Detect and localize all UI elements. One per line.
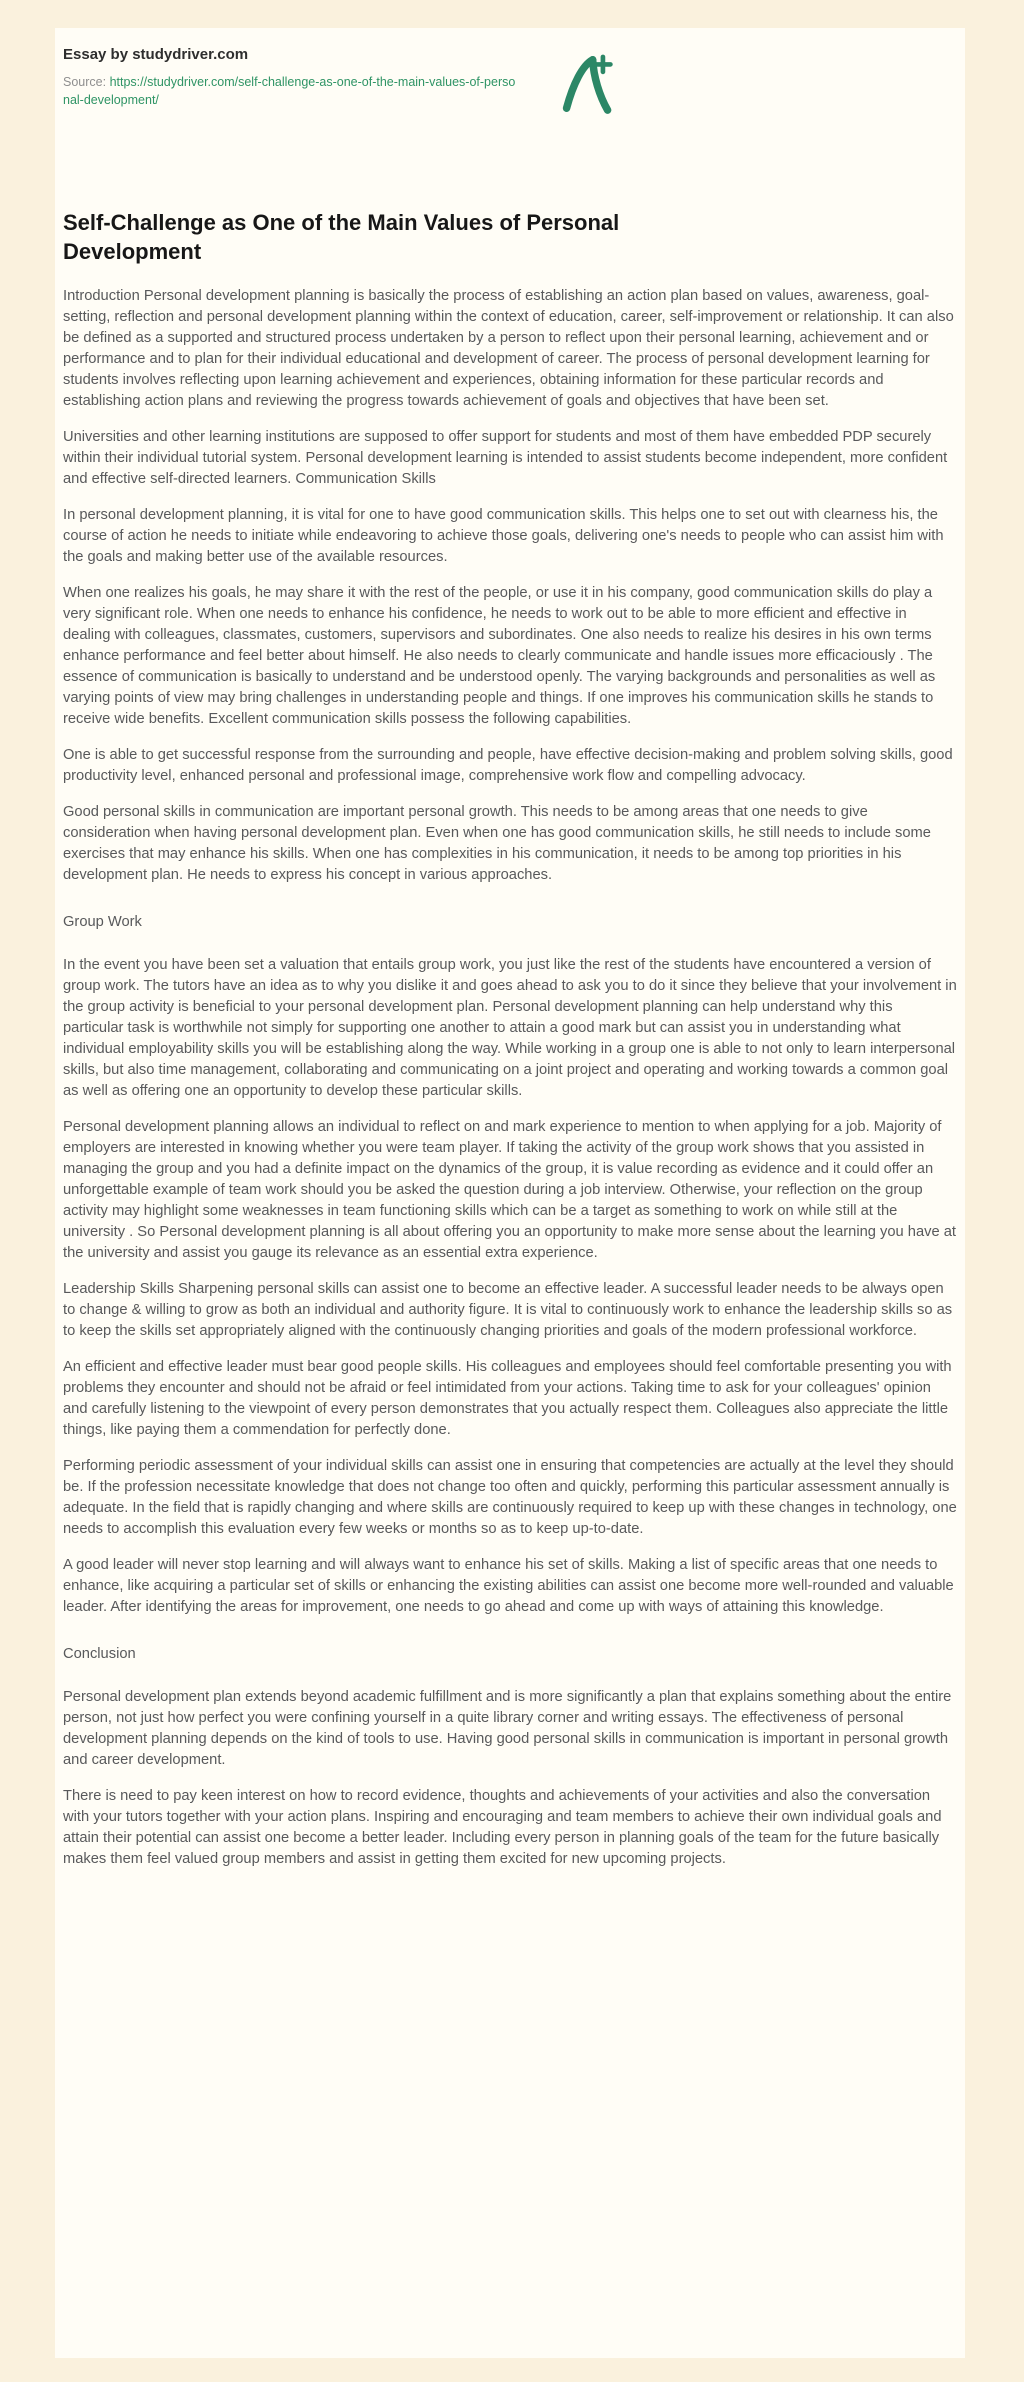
studydriver-logo [560,54,616,114]
paragraph: A good leader will never stop learning and will always want to enhance his set of skills. Making a list of specific areas that one needs to enhance, like acquiring a particular set of skills or enhancing the existing abilities can assist one become more well-rounded and valuable leader. After identifying the areas for improvement, one needs to go ahead and come up with ways of attaining this knowledge. [63,1557,954,1615]
paragraph: An efficient and effective leader must bear good people skills. His colleagues and employees should feel comfortable presenting you with problems they encounter and should not be afraid or feel intimidated from your actions. Taking time to ask for your colleagues' opinion and carefully listening to the viewpoint of every person demonstrates that you actually respect them. Colleagues also appreciate the little things, like paying them a commendation for perfectly done. [63,1359,952,1438]
paragraph: Introduction Personal development planning is basically the process of establishing an action plan based on values, awareness, goal-setting, reflection and personal development planning within the context of education, career, self-improvement or relationship. It can also be defined as a supported and structured process undertaken by a person to reflect upon their personal learning, achievement and or performance and to plan for their individual educational and development of career. The process of personal development learning for students involves reflecting upon learning achievement and experiences, obtaining information for these particular records and establishing action plans and reviewing the progress towards achievement of goals and objectives that have been set. [63,288,954,409]
paragraph: One is able to get successful response from the surrounding and people, have effective decision-making and problem solving skills, good productivity level, enhanced personal and professional image, comprehensive work flow and compelling advocacy. [63,747,953,784]
document-header [63,46,957,146]
section-heading: Group Work [63,914,142,930]
paragraph: Performing periodic assessment of your individual skills can assist one in ensuring that competencies are actually at the level they should be. If the profession necessitate knowledge that does not change too often and quickly, performing this particular assessment annually is adequate. In the field that is rapidly changing and where skills are continuously required to keep up with these changes in technology, one needs to accomplish this evaluation every few weeks or months so as to keep up-to-date. [63,1458,957,1537]
essay-title: Self-Challenge as One of the Main Values of Personal Development [63,210,620,264]
document-card [55,28,965,2358]
source-label: Source: [63,75,107,89]
paragraph: Leadership Skills Sharpening personal skills can assist one to become an effective leader. A successful leader needs to be always open to change & willing to grow as both an individual and authority figure. It is vital to continuously work to enhance the leadership skills so as to keep the skills set appropriately aligned with the continuously changing priorities and goals of the modern professional workforce. [63,1281,953,1339]
byline: Essay by studydriver.com [63,46,249,63]
paragraph: Universities and other learning institutions are supposed to offer support for students and most of them have embedded PDP securely within their individual tutorial system. Personal development learning is intended to assist students become independent, more confident and effective self-directed learners. Communication Skills [63,429,948,487]
source-link[interactable]: https://studydriver.com/self-challenge-as-one-of-the-main-values-of-personal-development/ [63,75,516,107]
paragraph: Good personal skills in communication are important personal growth. This needs to be among areas that one needs to give consideration when having personal development plan. Even when one has good communication skills, he still needs to include some exercises that may enhance his skills. When one has complexities in his communication, it needs to be among top priorities in his development plan. He needs to express his concept in various approaches. [63,804,931,883]
section-heading: Conclusion [63,1646,136,1662]
paragraph: In the event you have been set a valuation that entails group work, you just like the rest of the students have encountered a version of group work. The tutors have an idea as to why you dislike it and goes ahead to ask you to do it since they believe that your involvement in the group activity is beneficial to your personal development plan. Personal development planning can help understand why this particular task is worthwhile not simply for supporting one another to attain a good mark but can assist you in understanding what individual employability skills you will be establishing along the way. While working in a group one is able to not only to learn interpersonal skills, but also time management, collaborating and communicating on a joint project and operating and working towards a common goal as well as offering one an opportunity to develop these particular skills. [63,957,957,1099]
paragraph: There is need to pay keen interest on how to record evidence, thoughts and achievements of your activities and also the conversation with your tutors together with your action plans. Inspiring and encouraging and team members to achieve their own individual goals and attain their potential can assist one become a better leader. Including every person in planning goals of the team for the future basically makes them feel valued group members and assist in getting them excited for new upcoming projects. [63,1788,942,1867]
source-line [63,73,518,109]
paragraph: In personal development planning, it is vital for one to have good communication skills. This helps one to set out with clearness his, the course of action he needs to initiate while endeavoring to achieve those goals, delivering one's needs to people who can assist him with the goals and making better use of the available resources. [63,507,944,565]
paragraph: Personal development planning allows an individual to reflect on and mark experience to mention to when applying for a job. Majority of employers are interested in knowing whether you were team player. If taking the activity of the group work shows that you assisted in managing the group and you had a definite impact on the dynamics of the group, it is value recording as evidence and it could offer an unforgettable example of team work should you be asked the question during a job interview. Otherwise, your reflection on the group activity may highlight some weaknesses in team functioning skills which can be a target as something to work on while still at the university . So Personal development planning is all about offering you an opportunity to make more sense about the learning you have at the university and assist you gauge its relevance as an essential extra experience. [63,1119,956,1261]
paragraph: Personal development plan extends beyond academic fulfillment and is more significantly a plan that explains something about the entire person, not just how perfect you were confining yourself in a quite library corner and writing essays. The effectiveness of personal development planning depends on the kind of tools to use. Having good personal skills in communication is important in personal growth and career development. [63,1689,952,1768]
a-plus-logo-icon [560,54,616,114]
paragraph: When one realizes his goals, he may share it with the rest of the people, or use it in his company, good communication skills do play a very significant role. When one needs to enhance his confidence, he needs to work out to be able to more efficient and effective in dealing with colleagues, classmates, customers, supervisors and subordinates. One also needs to realize his desires in his own terms enhance performance and feel better about himself. He also needs to clearly communicate and handle issues more efficaciously . The essence of communication is basically to understand and be understood openly. The varying backgrounds and personalities as well as varying points of view may bring challenges in understanding people and things. If one improves his communication skills he stands to receive wide benefits. Excellent communication skills possess the following capabilities. [63,585,936,727]
